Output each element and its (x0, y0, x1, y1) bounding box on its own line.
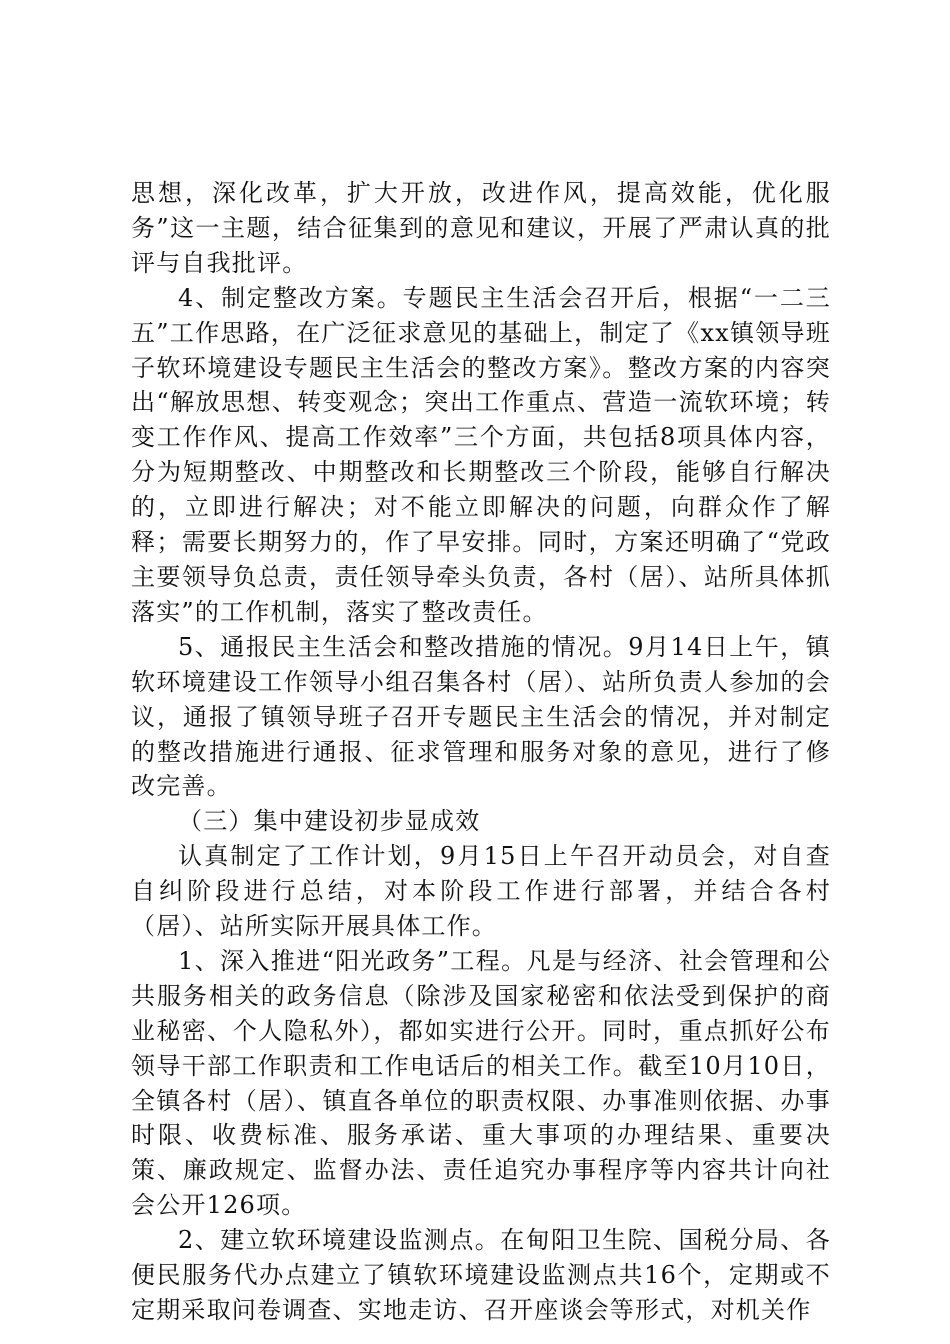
paragraph-notification: 5、通报民主生活会和整改措施的情况。9月14日上午，镇软环境建设工作领导小组召集各村（居）、站所负责人参加的会议，通报了镇领导班子召开专题民主生活会的情况，并对制定的整改措施进行通报、征求管理和服务对象的意见，进行了修改完善。 (131, 632, 831, 801)
paragraph-sunshine-government: 1、深入推进“阳光政务”工程。凡是与经济、社会管理和公共服务相关的政务信息（除涉及国家秘密和依法受到保护的商业秘密、个人隐私外），都如实进行公开。同时，重点抓好公布领导干部工作职责和工作电话后的相关工作。截至10月10日，全镇各村（居）、镇直各单位的职责权限、办事准则依据、办事时限、收费标准、服务承诺、重大事项的办理结果、重要决策、廉政规定、监督办法、责任追究办事程序等内容共计向社会公开126项。 (131, 946, 831, 1220)
section-heading: （三）集中建设初步显成效 (178, 807, 481, 836)
paragraph-continuation: 思想，深化改革，扩大开放，改进作风，提高效能，优化服务”这一主题，结合征集到的意见和建议，开展了严肃认真的批评与自我批评。 (131, 179, 831, 277)
paragraph-rectification-plan: 4、制定整改方案。专题民主生活会召开后，根据“一二三五”工作思路，在广泛征求意见的基础上，制定了《xx镇领导班子软环境建设专题民主生活会的整改方案》。整改方案的内容突出“解放思想、转变观念；突出工作重点、营造一流软环境；转变工作作风、提高工作效率”三个方面，共包括8项具体内容，分为短期整改、中期整改和长期整改三个阶段，能够自行解决的，立即进行解决；对不能立即解决的问题，向群众作了解释；需要长期努力的，作了早安排。同时，方案还明确了“党政主要领导负总责，责任领导牵头负责，各村（居）、站所具体抓落实”的工作机制，落实了整改责任。 (131, 283, 831, 626)
paragraph-monitoring-points: 2、建立软环境建设监测点。在甸阳卫生院、国税分局、各便民服务代办点建立了镇软环境建设监测点共16个，定期或不定期采取问卷调查、实地走访、召开座谈会等形式，对机关作 (131, 1226, 831, 1324)
paragraph-work-plan: 认真制定了工作计划，9月15日上午召开动员会，对自查自纠阶段进行总结，对本阶段工作进行部署，并结合各村（居）、站所实际开展具体工作。 (131, 842, 831, 941)
document-body (131, 176, 831, 1328)
